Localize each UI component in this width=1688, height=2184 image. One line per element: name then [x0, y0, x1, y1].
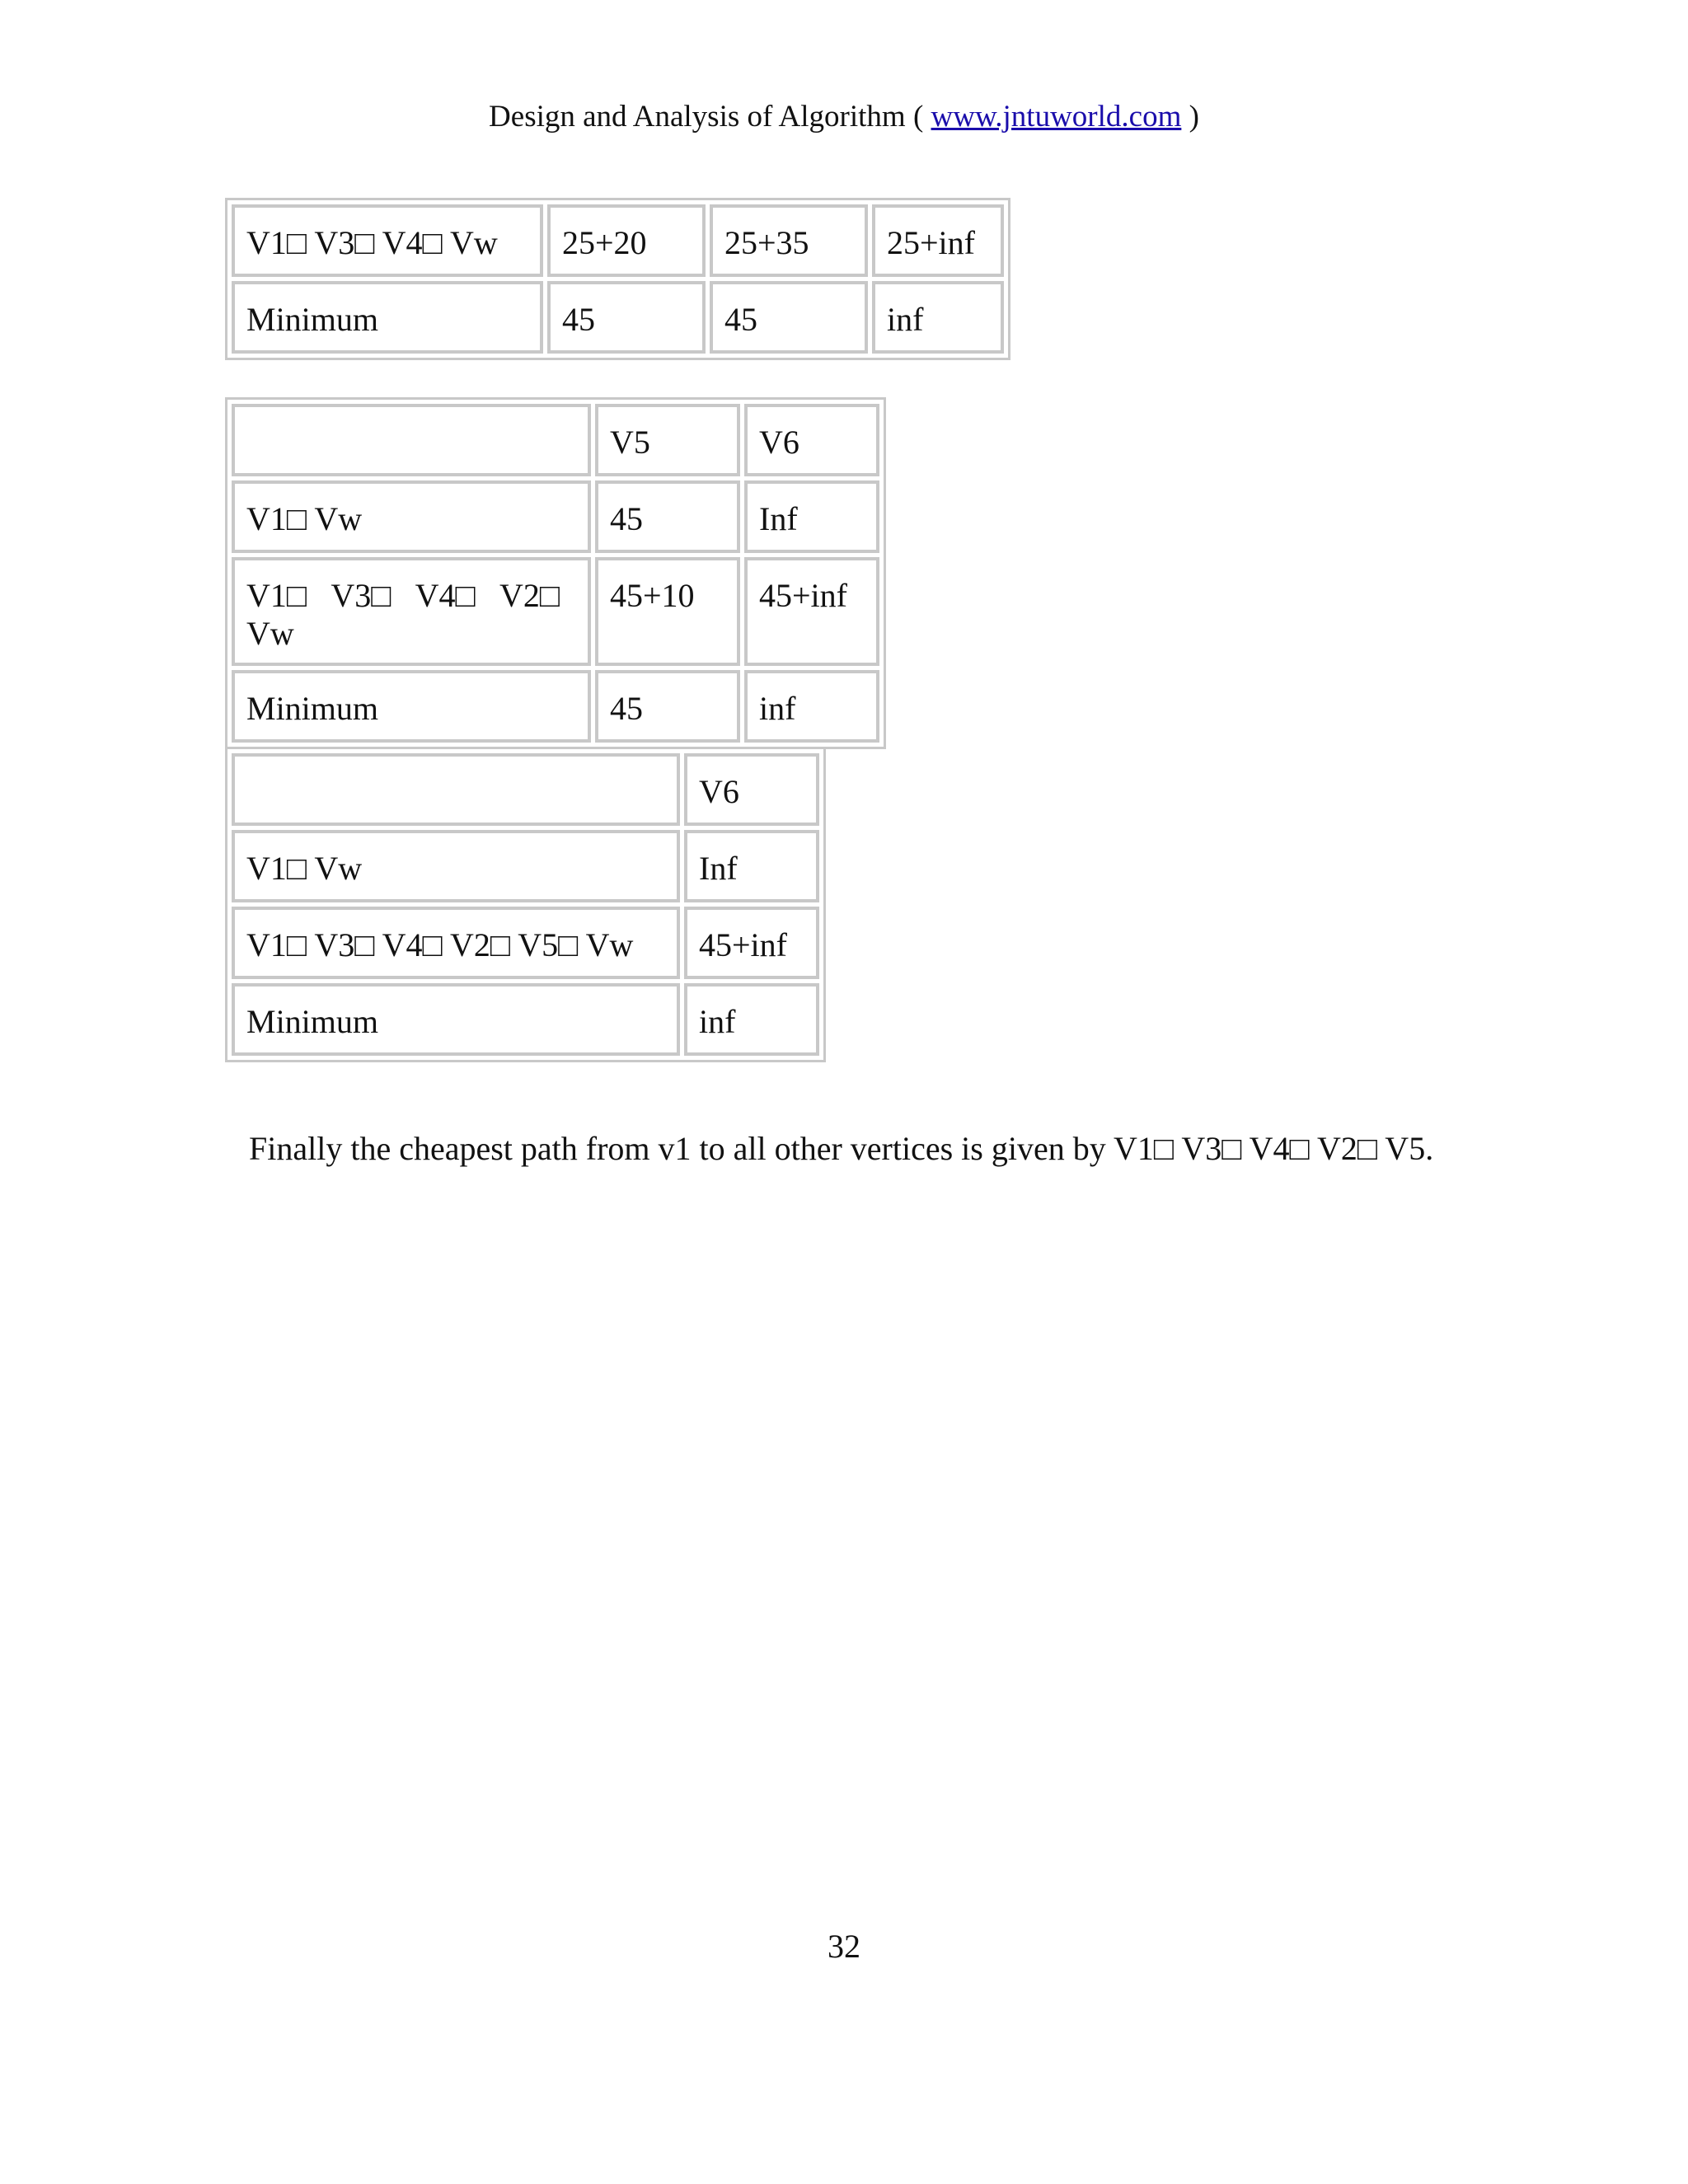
table-row	[232, 907, 819, 979]
conclusion-paragraph: Finally the cheapest path from v1 to all other vertices is given by V1□ V3□ V4□ V2□ V5.	[249, 1130, 1434, 1167]
table-cell	[232, 404, 591, 476]
page-header	[0, 99, 1688, 135]
table-cell: 45	[547, 281, 706, 354]
table-row	[232, 983, 819, 1056]
table-cell: Minimum	[232, 670, 591, 743]
table-cell: 45	[595, 480, 740, 553]
table-cell: Inf	[684, 830, 819, 902]
table-cell: V1□ Vw	[232, 480, 591, 553]
table-header-row	[232, 404, 879, 476]
table-cell: 45+inf	[684, 907, 819, 979]
table-cell: 45	[595, 670, 740, 743]
table-cell: 25+inf	[872, 204, 1004, 277]
table-cell: V5	[595, 404, 740, 476]
table-cell: inf	[744, 670, 879, 743]
table-header-row	[232, 753, 819, 826]
table-cell: Minimum	[232, 281, 543, 354]
table-row	[232, 480, 879, 553]
table-cell	[232, 753, 680, 826]
header-link[interactable]: www.jntuworld.com	[931, 100, 1182, 134]
table-cell: 45+10	[595, 557, 740, 666]
table-cell: V1□ V3□ V4□ V2□ V5□ Vw	[232, 907, 680, 979]
table-row	[232, 670, 879, 743]
header-title: Design and Analysis of Algorithm (	[489, 100, 931, 134]
path-cost-table-2	[225, 397, 886, 749]
path-cost-table-1	[225, 198, 1010, 360]
table-cell: V1□ V3□ V4□ Vw	[232, 204, 543, 277]
table-row	[232, 830, 819, 902]
table-cell: V1□ V3□ V4□ V2□ Vw	[232, 557, 591, 666]
table-cell: inf	[684, 983, 819, 1056]
table-cell: 25+35	[710, 204, 868, 277]
header-closing: )	[1181, 100, 1199, 134]
table-cell: inf	[872, 281, 1004, 354]
page-number: 32	[828, 1928, 860, 1965]
table-cell: Minimum	[232, 983, 680, 1056]
path-cost-table-3	[225, 747, 826, 1062]
table-cell: 45+inf	[744, 557, 879, 666]
table-cell: V1□ Vw	[232, 830, 680, 902]
table-row	[232, 204, 1004, 277]
table-cell: V6	[744, 404, 879, 476]
table-cell: V6	[684, 753, 819, 826]
table-cell: 45	[710, 281, 868, 354]
table-cell: Inf	[744, 480, 879, 553]
table-row	[232, 557, 879, 666]
table-row	[232, 281, 1004, 354]
table-cell: 25+20	[547, 204, 706, 277]
